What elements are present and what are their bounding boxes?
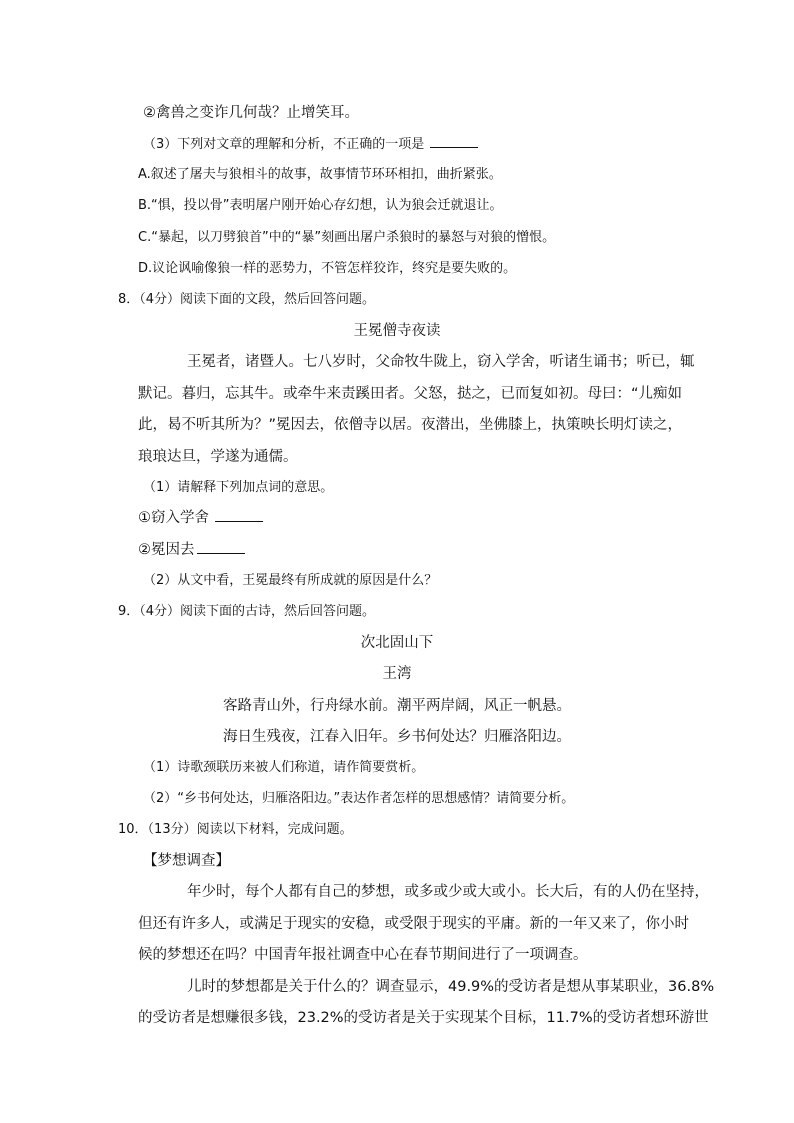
q8-sub2: （2）从文中看，王冕最终有所成就的原因是什么？ [143, 573, 438, 588]
q8-sub1-item1 [138, 508, 263, 528]
q7-option-a: A.叙述了屠夫与狼相斗的故事，故事情节环环相扣，曲折紧张。 [138, 167, 502, 182]
q7-item2: ②禽兽之变诈几何哉？止增笑耳。 [143, 105, 359, 121]
q7-option-c: C.“暴起，以刀劈狼首”中的“暴”刻画出屠户杀狼时的暴怒与对狼的憎恨。 [138, 230, 556, 245]
q9-author: 王湾 [382, 666, 412, 682]
q8-para-line: 琅琅达旦，学遂为通儒。 [138, 449, 298, 465]
answer-blank[interactable] [430, 135, 478, 148]
q8-title: 王冕僧寺夜读 [353, 323, 441, 339]
q8-para-line: 此，曷不听其所为？”冕因去，依僧寺以居。夜潜出，坐佛膝上，执策映长明灯读之， [138, 417, 683, 433]
q8-para-line: 王冕者，诸暨人。七八岁时，父命牧牛陇上，窃入学舍，听诸生诵书；听已，辄 [187, 354, 695, 370]
q10-para1-line: 但还有许多人，或满足于现实的安稳，或受限于现实的平庸。新的一年又来了，你小时 [138, 916, 689, 932]
q7-option-d: D.议论讽喻像狼一样的恶势力，不管怎样狡诈，终究是要失败的。 [138, 261, 517, 276]
q8-sub1-item2 [138, 540, 245, 560]
q9-stem: 9．（4分）阅读下面的古诗，然后回答问题。 [118, 604, 376, 619]
q8-sub1: （1）请解释下列加点词的意思。 [143, 480, 334, 495]
answer-blank[interactable] [215, 509, 263, 522]
answer-blank[interactable] [197, 541, 245, 554]
q7-option-b: B.“惧，投以骨”表明屠户刚开始心存幻想，认为狼会迁就退让。 [138, 198, 503, 213]
q10-para1-line: 候的梦想还在吗？中国青年报社调查中心在春节期间进行了一项调查。 [138, 947, 588, 963]
q8-para-line: 默记。暮归，忘其牛。或牵牛来责蹊田者。父怒，挞之，已而复如初。母曰：“儿痴如 [138, 386, 683, 402]
q9-poem-line: 客路青山外，行舟绿水前。潮平两岸阔，风正一帆悬。 [223, 698, 571, 714]
q9-title: 次北固山下 [360, 635, 434, 651]
q10-stem: 10．（13分）阅读以下材料，完成问题。 [118, 822, 353, 837]
q10-para1-line: 年少时，每个人都有自己的梦想，或多或少或大或小。长大后，有的人仍在坚持， [187, 884, 709, 900]
q9-poem-line: 海日生残夜，江春入旧年。乡书何处达？归雁洛阳边。 [223, 729, 571, 745]
q7-sub3-stem [143, 135, 478, 154]
q8-sub1-item1-text: ①窃入学舍 [138, 510, 209, 526]
q10-section-title: 【梦想调查】 [143, 853, 230, 869]
q10-para2-line: 的受访者是想赚很多钱，23.2%的受访者是关于实现某个目标，11.7%的受访者想环游世 [138, 1010, 709, 1026]
q8-stem: 8．（4分）阅读下面的文段，然后回答问题。 [118, 292, 376, 307]
q10-para2-line: 儿时的梦想都是关于什么的？调查显示，49.9%的受访者是想从事某职业，36.8% [187, 979, 715, 995]
q7-sub3-stem-text: （3）下列对文章的理解和分析，不正确的一项是 [143, 137, 425, 152]
q9-sub1: （1）诗歌颈联历来被人们称道，请作简要赏析。 [143, 760, 425, 775]
q8-sub1-item2-text: ②冕因去 [138, 542, 195, 558]
q9-sub2: （2）“乡书何处达，归雁洛阳边。”表达作者怎样的思想感情？请简要分析。 [143, 791, 575, 806]
